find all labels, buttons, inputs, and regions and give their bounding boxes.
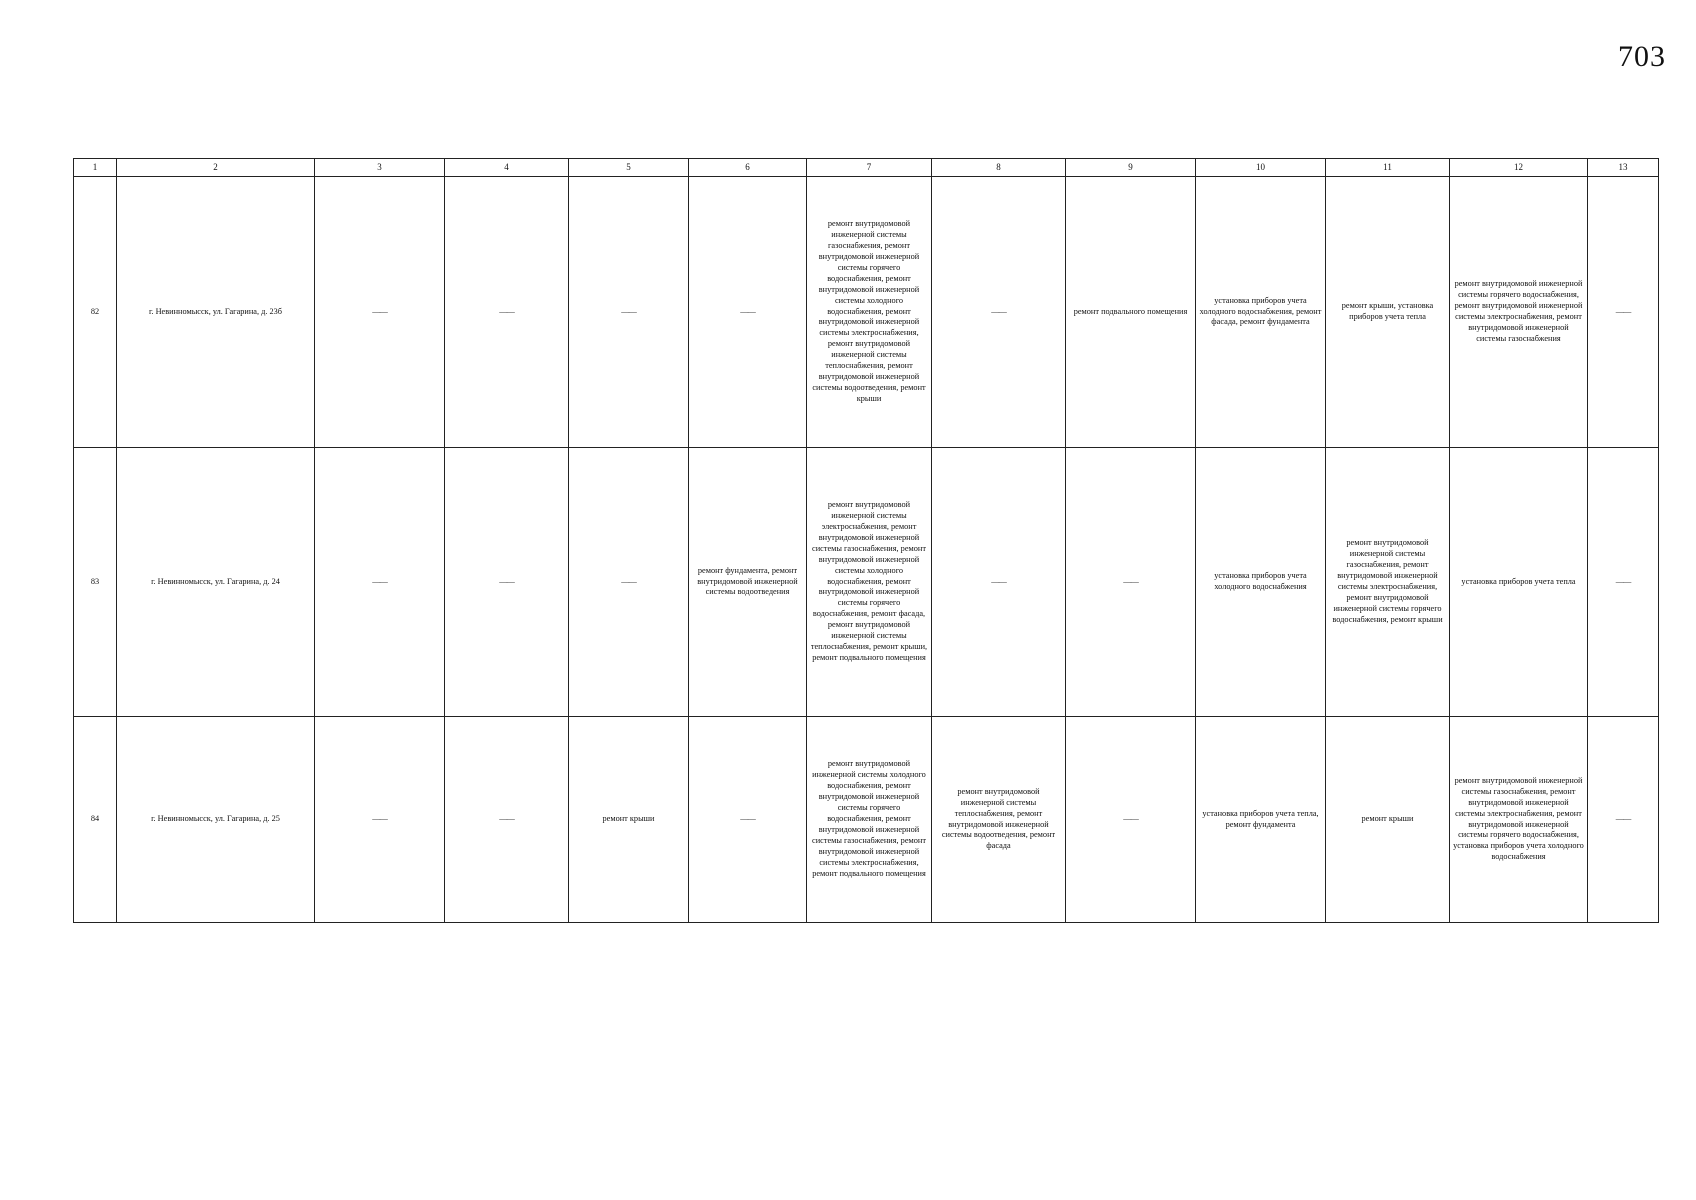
cell-col-6: —— [689, 717, 807, 923]
address-cell: г. Невинномысск, ул. Гагарина, д. 25 [117, 717, 315, 923]
page-number: 703 [1618, 40, 1666, 73]
cell-col-3: —— [315, 177, 445, 448]
column-number-row [74, 159, 1659, 177]
cell-col-5: —— [569, 448, 689, 717]
cell-col-8: —— [932, 177, 1066, 448]
column-header-13: 13 [1588, 159, 1659, 177]
cell-col-10: установка приборов учета холодного водоснабжения, ремонт фасада, ремонт фундамента [1196, 177, 1326, 448]
cell-col-3: —— [315, 717, 445, 923]
column-header-6: 6 [689, 159, 807, 177]
address-cell: г. Невинномысск, ул. Гагарина, д. 23б [117, 177, 315, 448]
row-number: 84 [74, 717, 117, 923]
cell-col-8: ремонт внутридомовой инженерной системы теплоснабжения, ремонт внутридомовой инженерной системы водоотведения, ремонт фасада [932, 717, 1066, 923]
cell-col-7: ремонт внутридомовой инженерной системы газоснабжения, ремонт внутридомовой инженерной системы горячего водоснабжения, ремонт внутридомовой инженерной системы холодного водоснабжения, ремонт внутридомовой инженерной системы электроснабжения, ремонт внутридомовой инженерной системы теплоснабжения, ремонт внутридомовой инженерной системы водоотведения, ремонт крыши [807, 177, 932, 448]
cell-col-3: —— [315, 448, 445, 717]
column-header-2: 2 [117, 159, 315, 177]
cell-col-11: ремонт крыши, установка приборов учета тепла [1326, 177, 1450, 448]
cell-col-4: —— [445, 717, 569, 923]
cell-col-6: ремонт фундамента, ремонт внутридомовой инженерной системы водоотведения [689, 448, 807, 717]
cell-col-12: ремонт внутридомовой инженерной системы газоснабжения, ремонт внутридомовой инженерной системы электроснабжения, ремонт внутридомовой инженерной системы горячего водоснабжения, установка приборов учета холодного водоснабжения [1450, 717, 1588, 923]
cell-col-7: ремонт внутридомовой инженерной системы холодного водоснабжения, ремонт внутридомовой инженерной системы горячего водоснабжения, ремонт внутридомовой инженерной системы газоснабжения, ремонт внутридомовой инженерной системы электроснабжения, ремонт подвального помещения [807, 717, 932, 923]
table-row [74, 448, 1659, 717]
column-header-8: 8 [932, 159, 1066, 177]
cell-col-8: —— [932, 448, 1066, 717]
table-row [74, 717, 1659, 923]
column-header-4: 4 [445, 159, 569, 177]
cell-col-12: установка приборов учета тепла [1450, 448, 1588, 717]
cell-col-10: установка приборов учета тепла, ремонт фундамента [1196, 717, 1326, 923]
cell-col-9: —— [1066, 717, 1196, 923]
cell-col-5: —— [569, 177, 689, 448]
column-header-7: 7 [807, 159, 932, 177]
address-cell: г. Невинномысск, ул. Гагарина, д. 24 [117, 448, 315, 717]
column-header-9: 9 [1066, 159, 1196, 177]
column-header-12: 12 [1450, 159, 1588, 177]
table-row [74, 177, 1659, 448]
cell-col-6: —— [689, 177, 807, 448]
cell-col-11: ремонт крыши [1326, 717, 1450, 923]
column-header-5: 5 [569, 159, 689, 177]
row-number: 83 [74, 448, 117, 717]
cell-col-11: ремонт внутридомовой инженерной системы газоснабжения, ремонт внутридомовой инженерной системы электроснабжения, ремонт внутридомовой инженерной системы горячего водоснабжения, ремонт крыши [1326, 448, 1450, 717]
column-header-11: 11 [1326, 159, 1450, 177]
cell-col-12: ремонт внутридомовой инженерной системы горячего водоснабжения, ремонт внутридомовой инженерной системы электроснабжения, ремонт внутридомовой инженерной системы газоснабжения [1450, 177, 1588, 448]
work-schedule-table [73, 158, 1659, 923]
column-header-10: 10 [1196, 159, 1326, 177]
row-number: 82 [74, 177, 117, 448]
cell-col-9: —— [1066, 448, 1196, 717]
cell-col-4: —— [445, 448, 569, 717]
cell-col-4: —— [445, 177, 569, 448]
cell-col-9: ремонт подвального помещения [1066, 177, 1196, 448]
cell-col-13: —— [1588, 177, 1659, 448]
cell-col-5: ремонт крыши [569, 717, 689, 923]
cell-col-13: —— [1588, 717, 1659, 923]
cell-col-10: установка приборов учета холодного водоснабжения [1196, 448, 1326, 717]
column-header-1: 1 [74, 159, 117, 177]
cell-col-7: ремонт внутридомовой инженерной системы электроснабжения, ремонт внутридомовой инженерной системы газоснабжения, ремонт внутридомовой инженерной системы холодного водоснабжения, ремонт внутридомовой инженерной системы горячего водоснабжения, ремонт фасада, ремонт внутридомовой инженерной системы теплоснабжения, ремонт крыши, ремонт подвального помещения [807, 448, 932, 717]
column-header-3: 3 [315, 159, 445, 177]
cell-col-13: —— [1588, 448, 1659, 717]
